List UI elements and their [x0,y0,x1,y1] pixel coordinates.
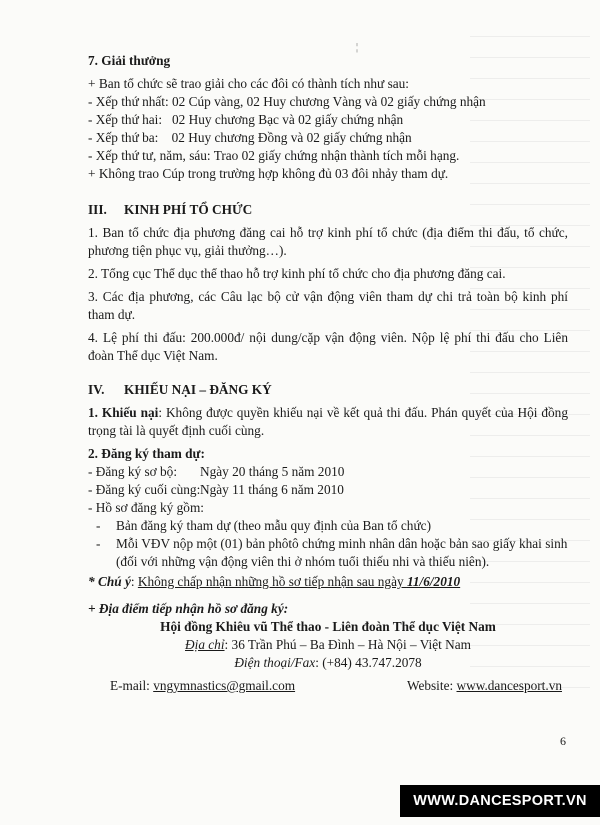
phone-number: : (+84) 43.747.2078 [315,655,422,670]
complaint-paragraph [88,404,568,440]
organization-name: Hội đồng Khiêu vũ Thể thao - Liên đoàn Thể dục Việt Nam [160,619,496,634]
registration-title: 2. Đăng ký tham dự: [88,446,205,461]
watermark-banner: WWW.DANCESPORT.VN [400,785,600,817]
address-text: : 36 Trần Phú – Ba Đình – Hà Nội – Việt Nam [224,637,471,652]
email-label: E-mail: [110,678,154,693]
email-line [110,677,295,695]
awards-intro: + Ban tổ chức sẽ trao giải cho các đôi có thành tích như sau: [88,76,409,91]
address-label: Địa chỉ [185,637,225,652]
section-4-number: IV. [88,382,105,397]
note-deadline-date: 11/6/2010 [406,574,461,589]
scan-mark: ¦ [356,42,359,53]
contact-row [88,677,568,695]
dossier-item-dash: - [96,536,101,551]
award-line-1: - Xếp thứ nhất: 02 Cúp vàng, 02 Huy chương Vàng và 02 giấy chứng nhận [88,94,486,109]
website-line [407,677,562,695]
dossier-item-1 [88,517,568,535]
section-3-number: III. [88,202,107,217]
funding-item-1: 1. Ban tổ chức địa phương đăng cai hỗ trợ kinh phí tổ chức (địa điểm thi đấu, tổ chức, phương tiện phục vụ, giải thưởng…). [88,225,568,258]
awards-note: + Không trao Cúp trong trường hợp không đủ 03 đôi nhảy tham dự. [88,166,449,181]
submission-place-label: + Địa điểm tiếp nhận hồ sơ đăng ký: [88,601,289,616]
page-number: 6 [560,734,566,748]
section-4-title: KHIẾU NẠI – ĐĂNG KÝ [124,382,272,397]
funding-item-3: 3. Các địa phương, các Câu lạc bộ cử vận động viên tham dự chi trả toàn bộ kinh phí tham dự. [88,289,568,322]
prelim-registration-row [88,463,568,481]
funding-item-2: 2. Tổng cục Thể dục thể thao hỗ trợ kinh phí tổ chức cho địa phương đăng cai. [88,266,506,281]
final-registration-row [88,481,568,499]
award-line-3: - Xếp thứ ba: 02 Huy chương Đồng và 02 giấy chứng nhận [88,130,412,145]
award-line-4: - Xếp thứ tư, năm, sáu: Trao 02 giấy chứng nhận thành tích mỗi hạng. [88,148,460,163]
phone-label: Điện thoại/Fax [234,655,316,670]
deadline-note: * Chú ý: Không chấp nhận những hồ sơ tiếp nhận sau ngày 11/6/2010 [88,574,461,589]
phone-line [88,654,568,672]
website-link[interactable]: www.dancesport.vn [456,678,562,693]
note-text: Không chấp nhận những hồ sơ tiếp nhận sau ngày [137,574,407,589]
dossier-title: - Hồ sơ đăng ký gồm: [88,500,204,515]
section-3-heading [88,201,568,219]
document-page [88,52,568,695]
email-link[interactable]: vngymnastics@gmail.com [153,678,296,693]
award-line-2: - Xếp thứ hai: 02 Huy chương Bạc và 02 giấy chứng nhận [88,112,404,127]
dossier-item-1-text: Bản đăng ký tham dự (theo mẫu quy định của Ban tổ chức) [116,518,431,533]
note-label: * Chú ý [88,574,131,589]
website-label: Website: [406,678,457,693]
dossier-item-dash: - [96,518,101,533]
address-line [88,636,568,654]
dossier-item-2-text: Mỗi VĐV nộp một (01) bản phôtô chứng minh nhân dân hoặc bản sao giấy khai sinh (đối với những vận động viên thi ở nhóm tuổi thiếu nhi và thiếu niên). [116,536,568,569]
section-3-title: KINH PHÍ TỔ CHỨC [124,202,253,217]
dossier-item-2 [88,535,568,571]
section-7-title: 7. Giải thưởng [88,53,171,68]
final-registration-label: - Đăng ký cuối cùng: [88,482,201,497]
complaint-text: : Không được quyền khiếu nại về kết quả thi đấu. Phán quyết của Hội đồng trọng tài là quyết định cuối cùng. [88,405,568,438]
prelim-registration-label: - Đăng ký sơ bộ: [88,464,178,479]
funding-item-4: 4. Lệ phí thi đấu: 200.000đ/ nội dung/cặp vận động viên. Nộp lệ phí thi đấu cho Liên đoàn Thể dục Việt Nam. [88,330,568,363]
prelim-registration-date: Ngày 20 tháng 5 năm 2010 [200,464,345,479]
final-registration-date: Ngày 11 tháng 6 năm 2010 [200,482,344,497]
complaint-label: 1. Khiếu nại [88,405,159,420]
section-4-heading [88,381,568,399]
